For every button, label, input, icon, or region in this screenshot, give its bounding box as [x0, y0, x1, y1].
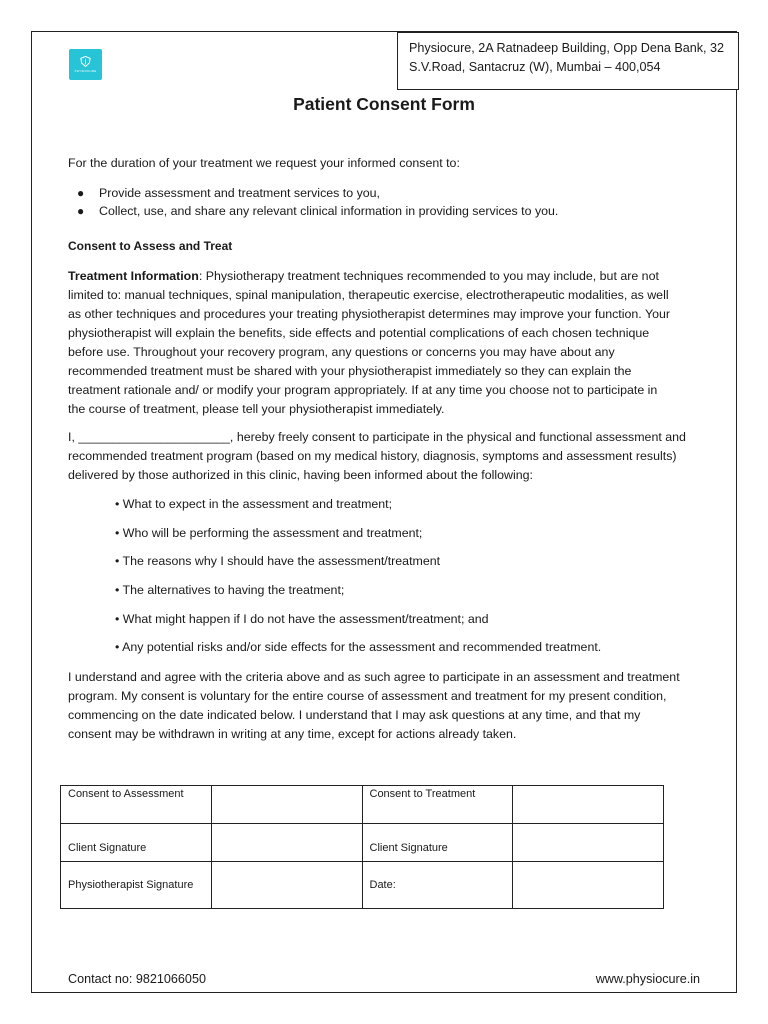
- list-item: • The alternatives to having the treatment;: [115, 583, 345, 597]
- bullet-icon: ●: [77, 204, 85, 218]
- list-item: • What might happen if I do not have the assessment/treatment; and: [115, 612, 489, 626]
- table-cell: Date:: [362, 862, 513, 909]
- table-cell: Client Signature: [61, 824, 212, 862]
- date-field[interactable]: [513, 862, 664, 909]
- list-item: • What to expect in the assessment and treatment;: [115, 497, 393, 511]
- list-item: • Any potential risks and/or side effects for the assessment and recommended treatment.: [115, 640, 602, 654]
- address-line: S.V.Road, Santacruz (W), Mumbai – 400,054: [409, 60, 661, 74]
- table-cell: Consent to Treatment: [362, 786, 513, 824]
- table-row: [61, 862, 664, 909]
- treatment-info-label: Treatment Information: [68, 269, 199, 283]
- table-cell: Physiotherapist Signature: [61, 862, 212, 909]
- signature-field[interactable]: [211, 824, 362, 862]
- list-item: • Who will be performing the assessment and treatment;: [115, 526, 423, 540]
- treatment-info-paragraph: Treatment Information: Physiotherapy treatment techniques recommended to you may include, but are not limited to: manual techniques, spinal manipulation, therapeutic exercise, electrotherapeutic modalities, as well as other techniques and procedures your treating physiotherapist determines may improve your function. Your physiotherapist will explain the benefits, side effects and potential complications of each chosen technique before use. Throughout your recovery program, any questions or concerns you may have about any recommended treatment must be shared with your physiotherapist immediately so they can explain the treatment rationale and/ or modify your program appropriately. If at any time you choose not to participate in the course of treatment, please tell your physiotherapist immediately.: [68, 269, 670, 416]
- address-box: [397, 32, 739, 90]
- intro-text: For the duration of your treatment we request your informed consent to:: [68, 156, 460, 170]
- signature-table: [60, 785, 664, 909]
- signature-field[interactable]: [513, 824, 664, 862]
- contact-number: Contact no: 9821066050: [68, 972, 206, 986]
- list-item: • The reasons why I should have the assessment/treatment: [115, 554, 441, 568]
- list-item: ● Provide assessment and treatment services to you,: [99, 184, 380, 203]
- table-cell: Client Signature: [362, 824, 513, 862]
- physiocure-logo: [69, 49, 102, 80]
- agreement-paragraph: I understand and agree with the criteria above and as such agree to participate in an assessment and treatment program. My consent is voluntary for the entire course of assessment and treatment for my present condition, commencing on the date indicated below. I understand that I may ask questions at any time, and that my consent may be withdrawn in writing at any time, except for actions already taken.: [68, 670, 680, 741]
- table-cell: Consent to Assessment: [61, 786, 212, 824]
- address-line: Physiocure, 2A Ratnadeep Building, Opp Dena Bank, 32: [409, 41, 725, 55]
- table-row: [61, 786, 664, 824]
- signature-field[interactable]: [211, 786, 362, 824]
- table-row: [61, 824, 664, 862]
- signature-field[interactable]: [211, 862, 362, 909]
- section-heading: Consent to Assess and Treat: [68, 239, 233, 253]
- bullet-icon: ●: [77, 186, 85, 200]
- shield-icon: [80, 56, 91, 67]
- logo-text: PHYSIOCURE: [74, 69, 97, 73]
- page-title: Patient Consent Form: [293, 94, 475, 114]
- consent-paragraph: I, ______________________, hereby freely consent to participate in the physical and functional assessment and recommended treatment program (based on my medical history, diagnosis, symptoms and assessment results) delivered by those authorized in this clinic, having been informed about the following:: [68, 430, 686, 482]
- signature-field[interactable]: [513, 786, 664, 824]
- website-link[interactable]: www.physiocure.in: [595, 972, 700, 986]
- list-item: ● Collect, use, and share any relevant clinical information in providing services to you.: [99, 202, 558, 221]
